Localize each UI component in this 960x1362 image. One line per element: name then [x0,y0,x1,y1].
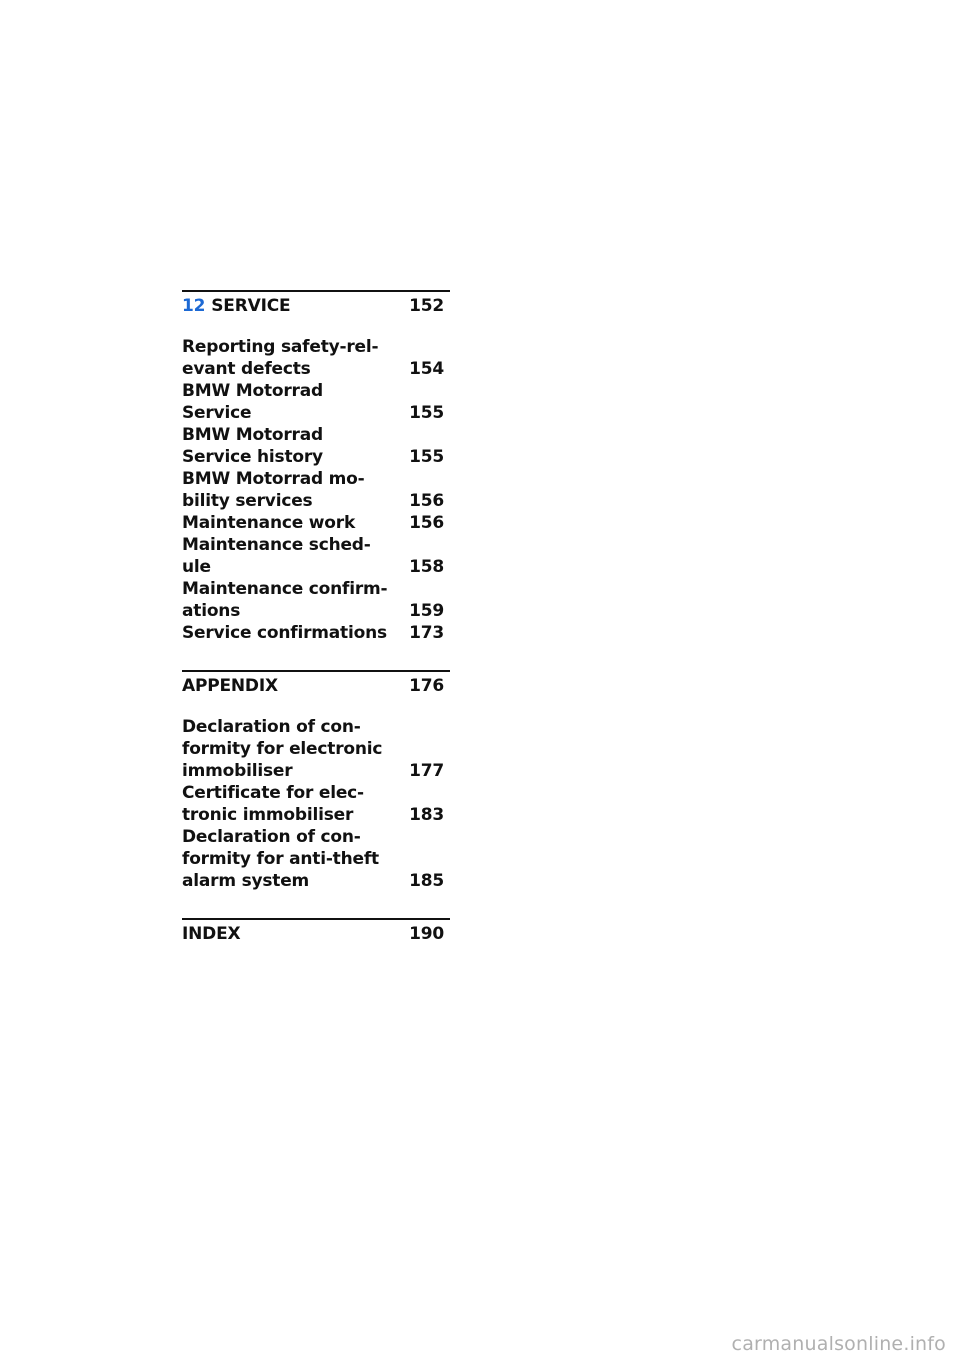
toc-entry[interactable] [182,468,450,512]
toc-entries [182,336,450,644]
section-page-number[interactable]: 152 [409,296,444,316]
entry-page-number: 154 [409,359,444,379]
section-title[interactable]: INDEX [182,924,241,944]
entry-page-number: 173 [409,623,444,643]
toc-section-index [182,918,450,954]
entry-page-number: 156 [409,513,444,533]
toc-entries [182,716,450,892]
entry-page-number: 155 [409,447,444,467]
toc-entry[interactable] [182,512,450,534]
entry-page-number: 177 [409,761,444,781]
entry-title: Declaration of con- formity for anti-theft alarm system [182,827,379,891]
section-title[interactable]: SERVICE [211,296,291,316]
entry-title: Certificate for elec- tronic immobiliser [182,783,364,825]
entry-title: Maintenance sched- ule [182,535,371,577]
section-header [182,670,450,706]
section-page-number[interactable]: 190 [409,924,444,944]
toc-entry[interactable] [182,578,450,622]
toc-entry[interactable] [182,826,450,892]
section-header [182,290,450,326]
entry-page-number: 158 [409,557,444,577]
entry-page-number: 159 [409,601,444,621]
toc-entry[interactable] [182,380,450,424]
table-of-contents [182,290,450,980]
toc-entry[interactable] [182,716,450,782]
section-page-number[interactable]: 176 [409,676,444,696]
entry-title: BMW Motorrad Service history [182,425,323,467]
entry-title: Maintenance work [182,513,356,533]
entry-title: Reporting safety-rel- evant defects [182,337,379,379]
toc-section-appendix [182,670,450,892]
toc-entry[interactable] [182,622,450,644]
entry-title: Declaration of con- formity for electronic immobiliser [182,717,383,781]
section-title[interactable]: APPENDIX [182,676,278,696]
entry-page-number: 183 [409,805,444,825]
chapter-number: 12 [182,296,206,316]
entry-title: Service confirmations [182,623,387,643]
entry-page-number: 155 [409,403,444,423]
section-header [182,918,450,954]
entry-page-number: 156 [409,491,444,511]
toc-entry[interactable] [182,782,450,826]
toc-entry[interactable] [182,336,450,380]
entry-title: BMW Motorrad mo- bility services [182,469,365,511]
toc-section-service [182,290,450,644]
watermark-text: carmanualsonline.info [731,1333,946,1355]
entry-title: BMW Motorrad Service [182,381,323,423]
toc-entry[interactable] [182,424,450,468]
entry-page-number: 185 [409,871,444,891]
entry-title: Maintenance confirm- ations [182,579,388,621]
toc-entry[interactable] [182,534,450,578]
